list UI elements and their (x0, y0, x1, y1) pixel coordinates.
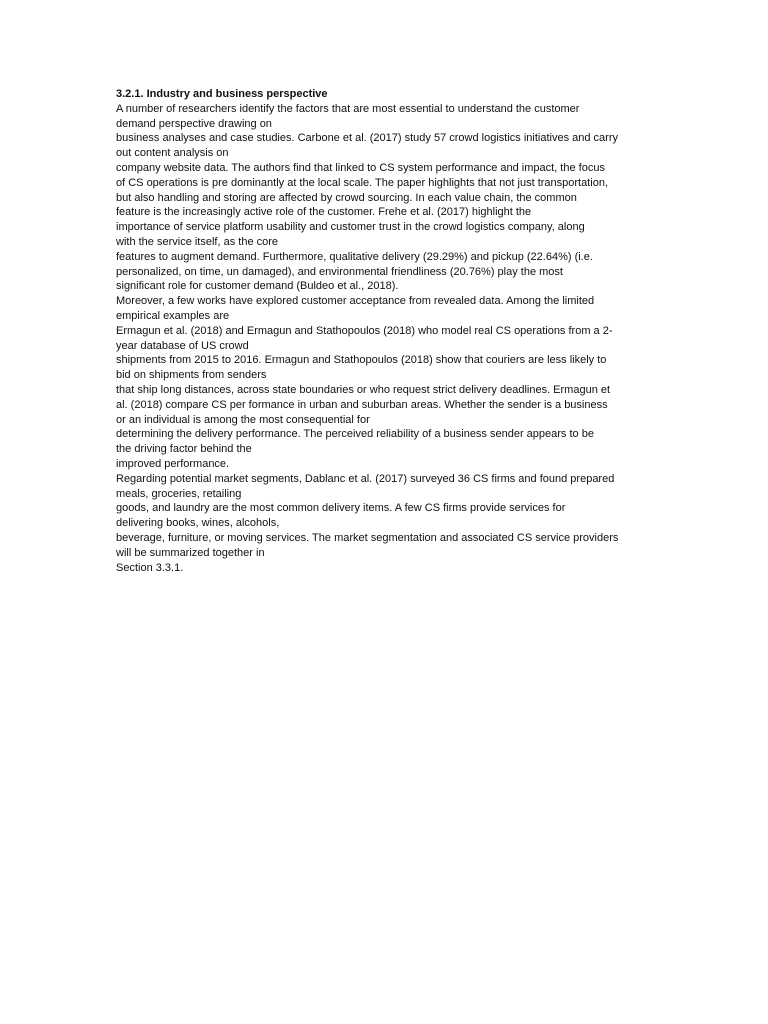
text-line: determining the delivery performance. The perceived reliability of a business sender appears to be (116, 428, 594, 441)
text-line: al. (2018) compare CS per formance in urban and suburban areas. Whether the sender is a business (116, 398, 608, 411)
text-line: that ship long distances, across state boundaries or who request strict delivery deadlines. Ermagun et (116, 383, 611, 396)
body-text (116, 102, 661, 576)
text-line: A number of researchers identify the factors that are most essential to understand the customer (116, 102, 580, 115)
text-line: or an individual is among the most consequential for (116, 413, 370, 426)
text-line: but also handling and storing are affected by crowd sourcing. In each value chain, the common (116, 191, 577, 204)
text-line: beverage, furniture, or moving services. The market segmentation and associated CS service providers (116, 531, 619, 544)
text-line: company website data. The authors find that linked to CS system performance and impact, the focus (116, 161, 605, 174)
text-line: meals, groceries, retailing (116, 487, 242, 500)
text-line: goods, and laundry are the most common delivery items. A few CS firms provide services for (116, 502, 566, 515)
text-line: significant role for customer demand (Buldeo et al., 2018). (116, 280, 399, 293)
section-heading: 3.2.1. Industry and business perspective (116, 88, 328, 100)
text-line: importance of service platform usability and customer trust in the crowd logistics company, along (116, 221, 585, 234)
text-line: shipments from 2015 to 2016. Ermagun and Stathopoulos (2018) show that couriers are less likely to (116, 354, 607, 367)
text-line: feature is the increasingly active role of the customer. Frehe et al. (2017) highlight the (116, 206, 532, 219)
text-line: business analyses and case studies. Carbone et al. (2017) study 57 crowd logistics initiatives and carry (116, 132, 618, 145)
text-line: Section 3.3.1. (116, 561, 184, 574)
text-line: empirical examples are (116, 309, 230, 322)
text-line: bid on shipments from senders (116, 369, 267, 382)
text-line: delivering books, wines, alcohols, (116, 517, 280, 530)
text-line: with the service itself, as the core (116, 235, 279, 248)
text-line: Regarding potential market segments, Dablanc et al. (2017) surveyed 36 CS firms and found prepared (116, 472, 615, 485)
text-line: year database of US crowd (116, 339, 249, 352)
document-page (116, 87, 661, 575)
text-line: the driving factor behind the (116, 443, 252, 456)
text-line: of CS operations is pre dominantly at the local scale. The paper highlights that not just transportation, (116, 176, 609, 189)
text-line: personalized, on time, un damaged), and environmental friendliness (20.76%) play the most (116, 265, 563, 278)
text-line: Ermagun et al. (2018) and Ermagun and Stathopoulos (2018) who model real CS operations from a 2- (116, 324, 613, 337)
text-line: features to augment demand. Furthermore, qualitative delivery (29.29%) and pickup (22.64%) (i.e. (116, 250, 593, 263)
text-line: out content analysis on (116, 147, 229, 160)
text-line: demand perspective drawing on (116, 117, 272, 130)
text-line: improved performance. (116, 457, 230, 470)
text-line: Moreover, a few works have explored customer acceptance from revealed data. Among the limited (116, 295, 595, 308)
text-line: will be summarized together in (116, 546, 265, 559)
